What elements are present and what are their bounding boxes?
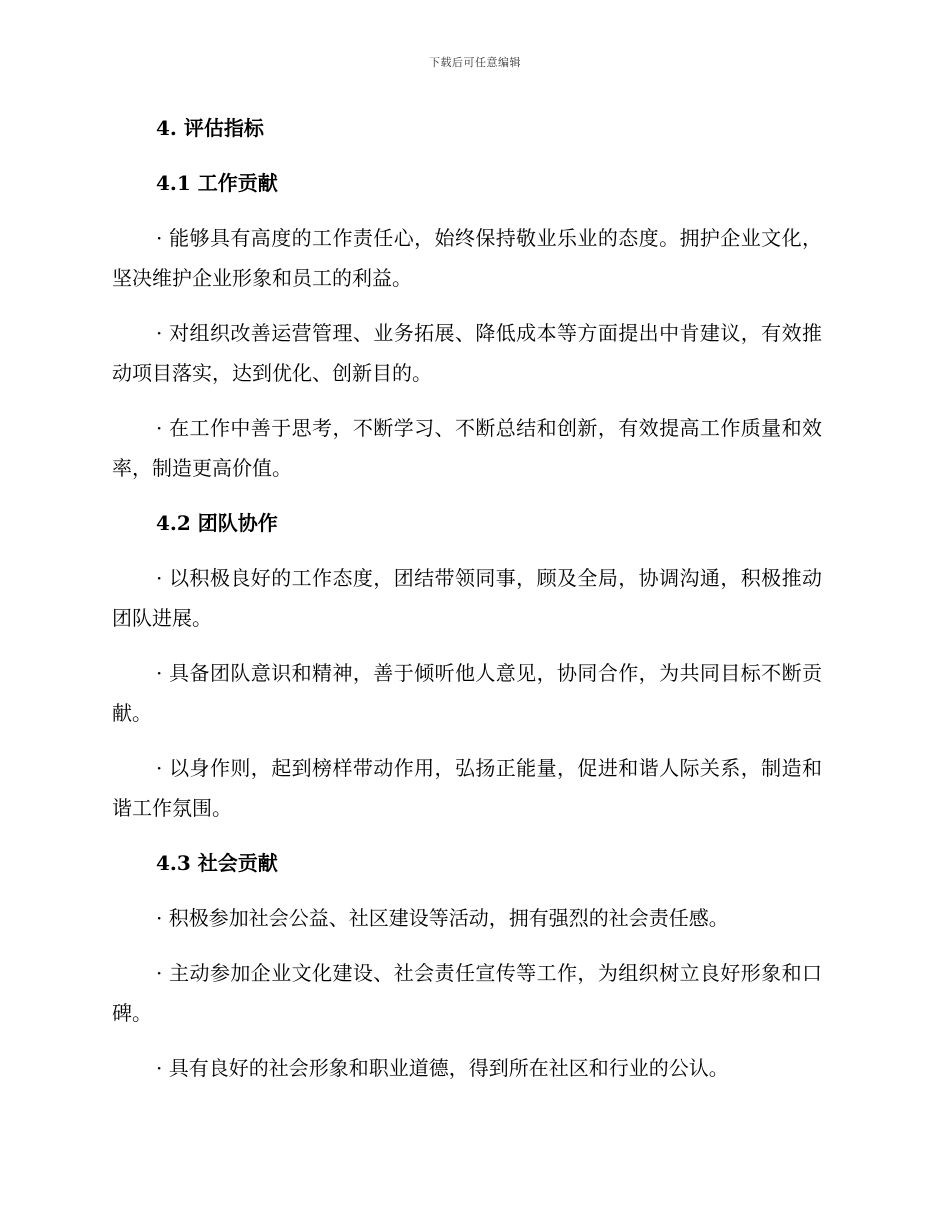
paragraph: · 积极参加社会公益、社区建设等活动，拥有强烈的社会责任感。 — [156, 906, 729, 930]
paragraph: · 在工作中善于思考，不断学习、不断总结和创新，有效提高工作质量和效率，制造更高价值。 — [112, 416, 822, 480]
paragraph: · 对组织改善运营管理、业务拓展、降低成本等方面提出中肯建议，有效推动项目落实，达到优化、创新目的。 — [112, 321, 822, 385]
heading-work-contribution: 4.1 工作贡献 — [156, 171, 278, 195]
document-body — [112, 108, 822, 1103]
paragraph: · 以身作则，起到榜样带动作用，弘扬正能量，促进和谐人际关系，制造和谐工作氛围。 — [112, 756, 822, 820]
heading-teamwork: 4.2 团队协作 — [156, 511, 278, 535]
page-header: 下载后可任意编辑 — [429, 56, 521, 69]
paragraph: · 具备团队意识和精神，善于倾听他人意见，协同合作，为共同目标不断贡献。 — [112, 661, 822, 725]
paragraph: · 以积极良好的工作态度，团结带领同事，顾及全局，协调沟通，积极推动团队进展。 — [112, 566, 822, 630]
heading-social-contribution: 4.3 社会贡献 — [156, 851, 278, 875]
section-title: 4. 评估指标 — [156, 116, 264, 140]
paragraph: · 具有良好的社会形象和职业道德，得到所在社区和行业的公认。 — [156, 1056, 729, 1080]
paragraph: · 主动参加企业文化建设、社会责任宣传等工作，为组织树立良好形象和口碑。 — [112, 961, 822, 1025]
paragraph: · 能够具有高度的工作责任心，始终保持敬业乐业的态度。拥护企业文化，坚决维护企业形象和员工的利益。 — [112, 226, 822, 290]
